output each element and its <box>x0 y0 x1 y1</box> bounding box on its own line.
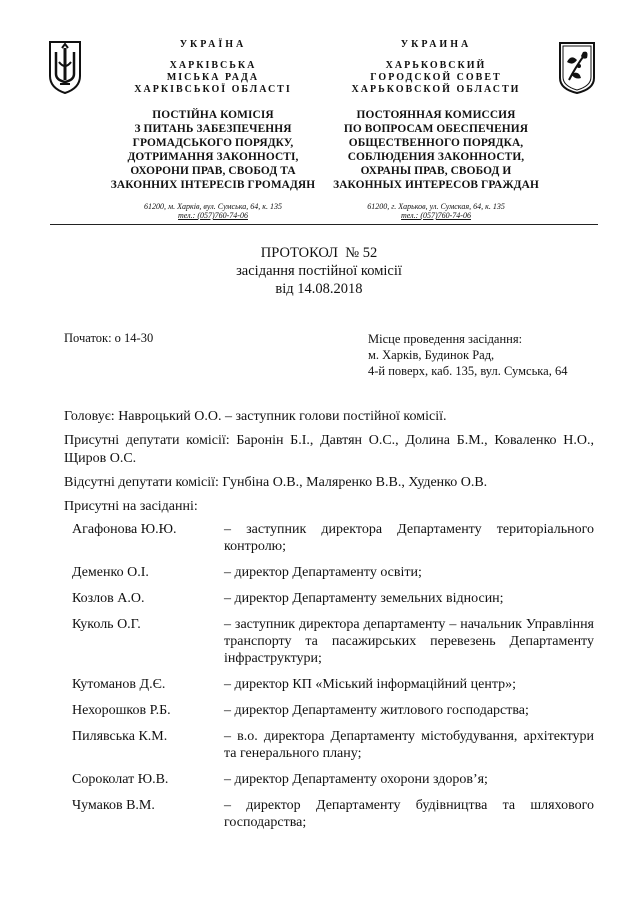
commission-line: ДОТРИМАННЯ ЗАКОННОСТІ, <box>127 151 299 163</box>
attendee-name: Пилявська К.М. <box>72 729 168 744</box>
attendee-name: Чумаков В.М. <box>72 798 155 813</box>
attendee-name: Кутоманов Д.Є. <box>72 677 166 692</box>
phone-line: тел.: (057)760-74-06 <box>401 211 471 220</box>
attendee-row <box>72 590 594 607</box>
attendee-row <box>72 702 594 719</box>
address-line: 61200, г. Харьков, ул. Сумская, 64, к. 135 <box>367 202 505 211</box>
commission-name <box>318 108 554 192</box>
council-name <box>98 60 328 96</box>
commission-line: ЗАКОННЫХ ИНТЕРЕСОВ ГРАЖДАН <box>333 179 539 191</box>
kharkiv-city-coat-of-arms-icon <box>557 40 597 94</box>
country-name: УКРАЇНА <box>179 39 247 50</box>
attendee-row <box>72 564 594 581</box>
council-name <box>318 60 554 96</box>
commission-address <box>318 202 554 220</box>
attendee-role: – директор Департаменту освіти; <box>224 565 422 580</box>
attendee-row <box>72 771 594 788</box>
meeting-place <box>368 331 567 379</box>
commission-line: ОХРАНЫ ПРАВ, СВОБОД И <box>360 165 512 177</box>
attendee-name: Нехорошков Р.Б. <box>72 703 171 718</box>
attendee-row <box>72 728 594 762</box>
attendee-role: – директор КП «Міський інформаційний центр»; <box>224 677 516 692</box>
place-line: Місце проведення засідання: <box>368 332 523 346</box>
commission-address <box>98 202 328 220</box>
protocol-heading <box>0 244 638 298</box>
commission-line: ПО ВОПРОСАМ ОБЕСПЕЧЕНИЯ <box>343 123 529 135</box>
address-line: 61200, м. Харків, вул. Сумська, 64, к. 135 <box>144 202 282 211</box>
attendee-role: – директор Департаменту охорони здоров’я; <box>224 772 488 787</box>
council-line: ХАРЬКОВСКОЙ ОБЛАСТИ <box>351 84 521 95</box>
header-left-ukrainian <box>98 38 328 220</box>
commission-line: ОБЩЕСТВЕННОГО ПОРЯДКА, <box>348 137 524 149</box>
phone-line: тел.: (057)760-74-06 <box>178 211 248 220</box>
attendee-role: – директор Департаменту земельних відносин; <box>224 591 504 606</box>
protocol-title: ПРОТОКОЛ № 52 <box>260 245 378 261</box>
attendee-role: – в.о. директора Департаменту містобудування, архітектури та генерального плану; <box>224 729 594 761</box>
attendee-name: Козлов А.О. <box>72 591 145 606</box>
place-line: 4-й поверх, каб. 135, вул. Сумська, 64 <box>368 364 568 378</box>
council-line: МІСЬКА РАДА <box>166 72 260 83</box>
trident-coat-of-arms-icon <box>48 40 82 94</box>
attendee-row <box>72 521 594 555</box>
attendee-role: – заступник директора Департаменту територіального контролю; <box>224 522 594 554</box>
commission-line: ПОСТОЯННАЯ КОМИССИЯ <box>356 109 516 121</box>
attendee-role: – директор Департаменту житлового господарства; <box>224 703 529 718</box>
council-line: ХАРКІВСЬКОЇ ОБЛАСТІ <box>134 84 292 95</box>
commission-line: ПОСТІЙНА КОМІСІЯ <box>152 109 274 121</box>
absent-deputies-line: Відсутні депутати комісії: Гунбіна О.В., Маляренко В.В., Худенко О.В. <box>64 475 488 490</box>
commission-name <box>98 108 328 192</box>
attendee-row <box>72 616 594 667</box>
attendee-name: Деменко О.І. <box>72 565 149 580</box>
chairperson-line: Головує: Навроцький О.О. – заступник голови постійної комісії. <box>64 409 447 424</box>
commission-line: З ПИТАНЬ ЗАБЕЗПЕЧЕННЯ <box>134 123 292 135</box>
place-line: м. Харків, Будинок Рад, <box>368 348 495 362</box>
council-line: ХАРЬКОВСКИЙ <box>385 60 487 71</box>
present-deputies-line: Присутні депутати комісії: Баронін Б.І., Давтян О.С., Долина Б.М., Коваленко Н.О., Щиров О.С. <box>64 433 594 466</box>
commission-line: ГРОМАДСЬКОГО ПОРЯДКУ, <box>132 137 294 149</box>
attendee-role: – директор Департаменту будівництва та шляхового господарства; <box>224 798 594 830</box>
present-attendees-label: Присутні на засіданні: <box>64 499 198 514</box>
attendee-role: – заступник директора департаменту – начальник Управління транспорту та пасажирських перевезень Департаменту інфраструктури; <box>224 617 594 666</box>
protocol-subtitle: засідання постійної комісії <box>236 263 402 279</box>
attendee-name: Куколь О.Г. <box>72 617 141 632</box>
country-name: УКРАИНА <box>400 39 472 50</box>
commission-line: ОХОРОНИ ПРАВ, СВОБОД ТА <box>130 165 296 177</box>
header-divider <box>50 224 598 225</box>
attendee-row <box>72 676 594 693</box>
commission-line: ЗАКОННИХ ІНТЕРЕСІВ ГРОМАДЯН <box>110 179 316 191</box>
attendees-list <box>72 521 594 840</box>
attendee-name: Сороколат Ю.В. <box>72 772 169 787</box>
header-right-russian <box>318 38 554 220</box>
attendee-row <box>72 797 594 831</box>
council-line: ГОРОДСКОЙ СОВЕТ <box>370 72 502 83</box>
meeting-start-time: Початок: о 14-30 <box>64 331 154 345</box>
protocol-date: від 14.08.2018 <box>275 281 363 297</box>
commission-line: СОБЛЮДЕНИЯ ЗАКОННОСТИ, <box>347 151 525 163</box>
council-line: ХАРКІВСЬКА <box>169 60 257 71</box>
attendee-name: Агафонова Ю.Ю. <box>72 522 177 537</box>
